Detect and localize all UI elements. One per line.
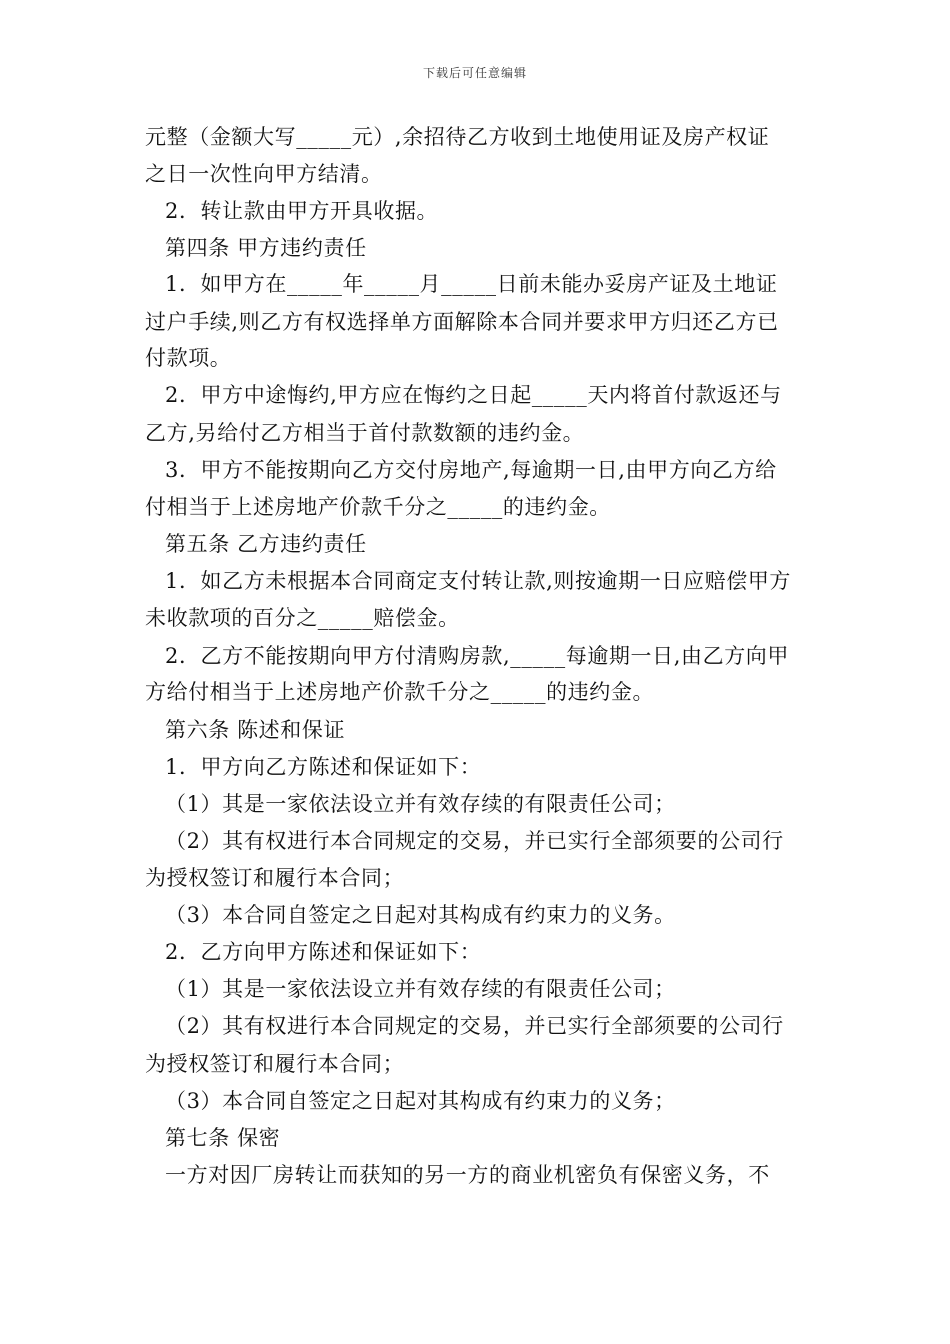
clause-4-1-cont-1: 过户手续,则乙方有权选择单方面解除本合同并要求甲方归还乙方已 bbox=[145, 310, 779, 334]
article-7-body: 一方对因厂房转让而获知的另一方的商业机密负有保密义务，不 bbox=[165, 1163, 770, 1187]
clause-4-2-cont: 乙方,另给付乙方相当于首付款数额的违约金。 bbox=[145, 421, 585, 445]
clause-6-2-item-2: （2）其有权进行本合同规定的交易，并已实行全部须要的公司行 bbox=[165, 1014, 784, 1038]
clause-4-3-cont: 付相当于上述房地产价款千分之_____的违约金。 bbox=[145, 495, 611, 519]
article-6-heading: 第六条 陈述和保证 bbox=[165, 718, 346, 742]
article-4-heading: 第四条 甲方违约责任 bbox=[165, 236, 367, 260]
line-settle-date: 之日一次性向甲方结清。 bbox=[145, 162, 383, 186]
article-5-heading: 第五条 乙方违约责任 bbox=[165, 532, 367, 556]
clause-5-2-cont: 方给付相当于上述房地产价款千分之_____的违约金。 bbox=[145, 680, 655, 704]
clause-6-1-item-2: （2）其有权进行本合同规定的交易，并已实行全部须要的公司行 bbox=[165, 829, 784, 853]
article-7-heading: 第七条 保密 bbox=[165, 1126, 281, 1150]
clause-5-1: 1．如乙方未根据本合同商定支付转让款,则按逾期一日应赔偿甲方 bbox=[165, 569, 792, 593]
clause-5-2: 2．乙方不能按期向甲方付清购房款,_____每逾期一日,由乙方向甲 bbox=[165, 644, 790, 668]
clause-6-1: 1．甲方向乙方陈述和保证如下： bbox=[165, 755, 482, 779]
clause-6-2-item-2-cont: 为授权签订和履行本合同； bbox=[145, 1052, 405, 1076]
clause-4-1: 1．如甲方在_____年_____月_____日前未能办妥房产证及土地证 bbox=[165, 272, 778, 296]
clause-4-3: 3．甲方不能按期向乙方交付房地产,每逾期一日,由甲方向乙方给 bbox=[165, 458, 777, 482]
clause-6-2-item-3: （3）本合同自签定之日起对其构成有约束力的义务； bbox=[165, 1089, 676, 1113]
clause-6-1-item-2-cont: 为授权签订和履行本合同； bbox=[145, 866, 405, 890]
clause-6-1-item-1: （1）其是一家依法设立并有效存续的有限责任公司； bbox=[165, 792, 676, 816]
page-header-note: 下载后可任意编辑 bbox=[422, 66, 527, 80]
clause-5-1-cont: 未收款项的百分之_____赔偿金。 bbox=[145, 606, 460, 630]
line-amount-words: 元整（金额大写_____元）,余招待乙方收到土地使用证及房产权证 bbox=[145, 125, 770, 149]
clause-6-2: 2．乙方向甲方陈述和保证如下： bbox=[165, 940, 482, 964]
clause-4-2: 2．甲方中途悔约,甲方应在悔约之日起_____天内将首付款返还与 bbox=[165, 383, 782, 407]
clause-4-1-cont-2: 付款项。 bbox=[145, 346, 232, 370]
clause-6-2-item-1: （1）其是一家依法设立并有效存续的有限责任公司； bbox=[165, 977, 676, 1001]
clause-6-1-item-3: （3）本合同自签定之日起对其构成有约束力的义务。 bbox=[165, 903, 676, 927]
clause-3-2: 2．转让款由甲方开具收据。 bbox=[165, 199, 439, 223]
